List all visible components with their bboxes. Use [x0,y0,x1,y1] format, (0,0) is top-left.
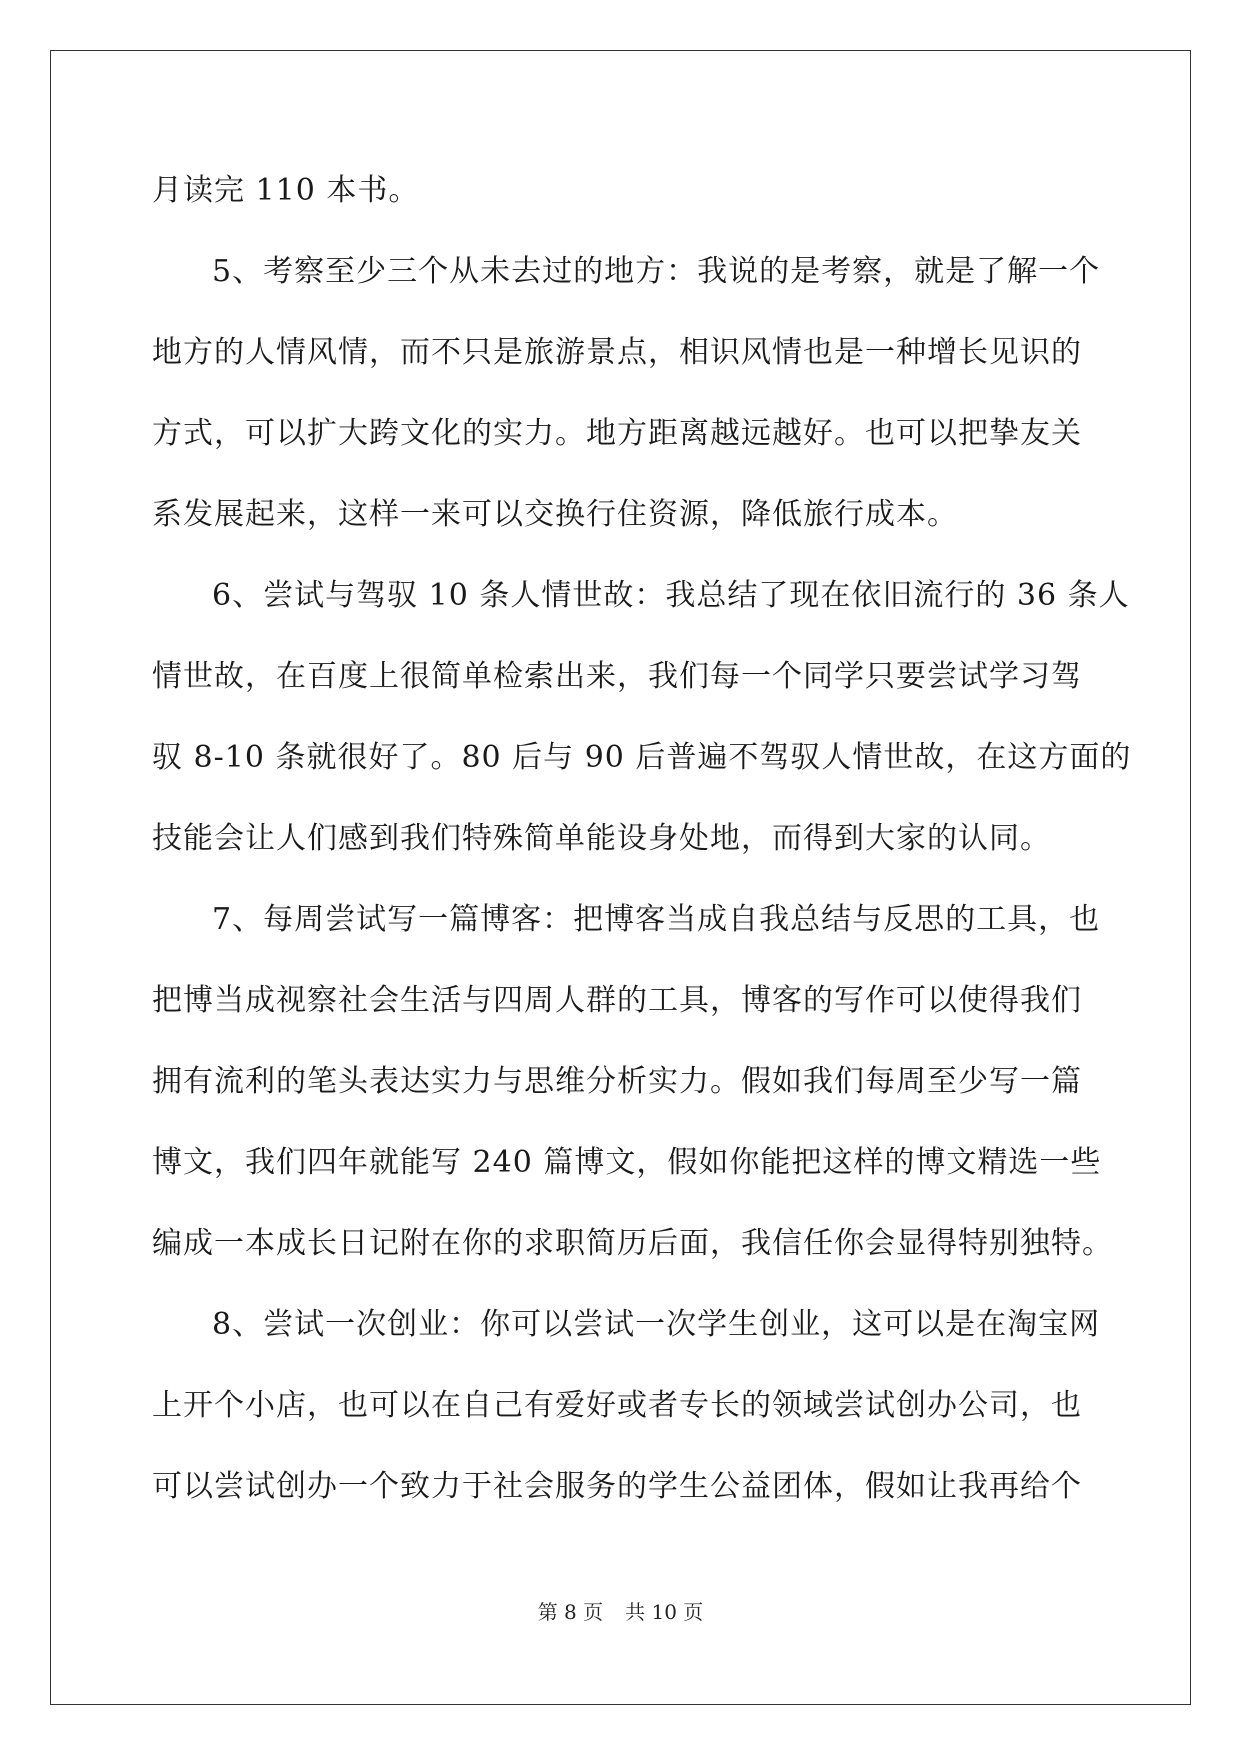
page-footer [0,1596,1241,1625]
page-number: 第 8 页 [537,1600,604,1624]
document-body [152,150,1132,1527]
text-line: 方式，可以扩大跨文化的实力。地方距离越远越好。也可以把挚友关 [152,416,1082,451]
text-line: 拥有流利的笔头表达实力与思维分析实力。假如我们每周至少写一篇 [152,1064,1082,1099]
text-line: 7、每周尝试写一篇博客：把博客当成自我总结与反思的工具，也 [212,902,1101,937]
text-line: 月读完 110 本书。 [152,173,420,208]
text-line: 5、考察至少三个从未去过的地方：我说的是考察，就是了解一个 [212,254,1101,289]
text-line: 把博当成视察社会生活与四周人群的工具，博客的写作可以使得我们 [152,983,1082,1018]
text-line: 地方的人情风情，而不只是旅游景点，相识风情也是一种增长见识的 [152,335,1082,370]
text-line: 可以尝试创办一个致力于社会服务的学生公益团体，假如让我再给个 [152,1469,1082,1504]
page-total: 共 10 页 [625,1600,704,1624]
text-line: 编成一本成长日记附在你的求职简历后面，我信任你会显得特别独特。 [152,1226,1113,1261]
text-line: 上开个小店，也可以在自己有爱好或者专长的领域尝试创办公司，也 [152,1388,1082,1423]
text-line: 驭 8-10 条就很好了。80 后与 90 后普遍不驾驭人情世故，在这方面的 [152,740,1132,775]
text-line: 系发展起来，这样一来可以交换行住资源，降低旅行成本。 [152,497,958,532]
text-line: 博文，我们四年就能写 240 篇博文，假如你能把这样的博文精选一些 [152,1145,1102,1180]
text-line: 情世故，在百度上很简单检索出来，我们每一个同学只要尝试学习驾 [152,659,1082,694]
text-line: 6、尝试与驾驭 10 条人情世故：我总结了现在依旧流行的 36 条人 [212,578,1130,613]
text-line: 技能会让人们感到我们特殊简单能设身处地，而得到大家的认同。 [152,821,1051,856]
text-line: 8、尝试一次创业：你可以尝试一次学生创业，这可以是在淘宝网 [212,1307,1101,1342]
